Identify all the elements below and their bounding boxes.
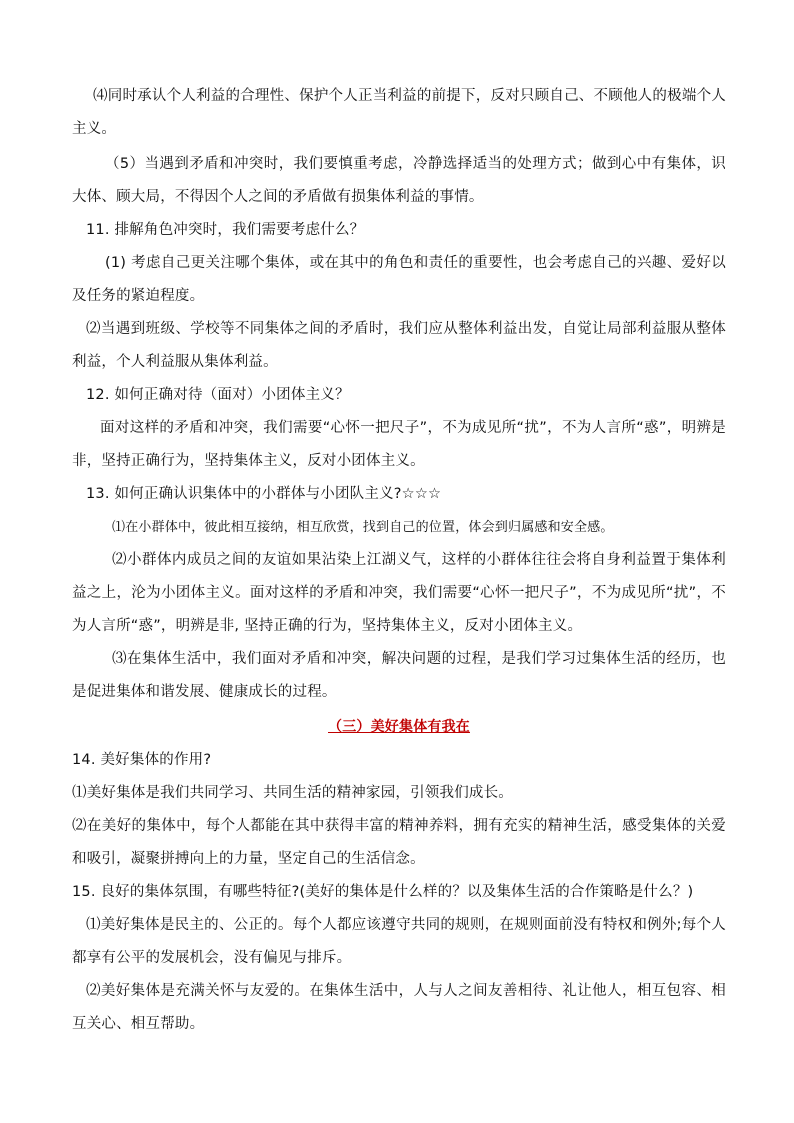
answer-13-point-3: ⑶在集体生活中，我们面对矛盾和冲突，解决问题的过程，是我们学习过集体生活的经历，也是促进集体和谐发展、健康成长的过程。 [72, 651, 726, 700]
answer-13-point-1: ⑴在小群体中，彼此相互接纳，相互欣赏，找到自己的位置，体会到归属感和安全感。 [112, 520, 614, 535]
paragraph-point-4: ⑷同时承认个人利益的合理性、保护个人正当利益的前提下，反对只顾自己、不顾他人的极端个人主义。 [72, 88, 726, 137]
answer-11-point-1: (1) 考虑自己更关注哪个集体，或在其中的角色和责任的重要性，也会考虑自己的兴趣、爱好以及任务的紧迫程度。 [72, 255, 726, 304]
paragraph-point-5: （5）当遇到矛盾和冲突时，我们要慎重考虑，冷静选择适当的处理方式；做到心中有集体，识大体、顾大局，不得因个人之间的矛盾做有损集体利益的事情。 [72, 156, 726, 205]
question-12: 12. 如何正确对待（面对）小团体主义？ [86, 387, 350, 403]
answer-15-point-1: ⑴美好集体是民主的、公正的。每个人都应该遵守共同的规则，在规则面前没有特权和例外;每个人都享有公平的发展机会，没有偏见与排斥。 [72, 917, 726, 966]
answer-15-point-2: ⑵美好集体是充满关怀与友爱的。在集体生活中，人与人之间友善相待、礼让他人，相互包容、相互关心、相互帮助。 [72, 983, 726, 1032]
answer-14-point-2: ⑵在美好的集体中，每个人都能在其中获得丰富的精神养料，拥有充实的精神生活，感受集体的关爱和吸引，凝聚拼搏向上的力量，坚定自己的生活信念。 [72, 818, 726, 867]
question-15: 15. 良好的集体氛围，有哪些特征?(美好的集体是什么样的？以及集体生活的合作策略是什么？) [72, 884, 694, 900]
answer-11-point-2: ⑵当遇到班级、学校等不同集体之间的矛盾时，我们应从整体利益出发，自觉让局部利益服从整体利益，个人利益服从集体利益。 [72, 321, 726, 370]
answer-12: 面对这样的矛盾和冲突，我们需要“心怀一把尺子”，不为成见所“扰”，不为人言所“惑”，明辨是非，坚持正确行为，坚持集体主义，反对小团体主义。 [72, 420, 726, 469]
answer-13-point-2: ⑵小群体内成员之间的友谊如果沾染上江湖义气，这样的小群体往往会将自身利益置于集体利益之上，沦为小团体主义。面对这样的矛盾和冲突，我们需要“心怀一把尺子”，不为成见所“扰”，不为人言所“惑”，明辨是非, 坚持正确的行为，坚持集体主义，反对小团体主义。 [72, 552, 726, 634]
question-11: 11. 排解角色冲突时，我们需要考虑什么？ [86, 222, 365, 238]
question-13: 13. 如何正确认识集体中的小群体与小团队主义?☆☆☆ [86, 486, 442, 502]
question-14: 14. 美好集体的作用? [72, 752, 212, 768]
section-title: （三）美好集体有我在 [328, 719, 470, 735]
answer-14-point-1: ⑴美好集体是我们共同学习、共同生活的精神家园，引领我们成长。 [72, 785, 513, 801]
document-page [72, 80, 726, 1041]
